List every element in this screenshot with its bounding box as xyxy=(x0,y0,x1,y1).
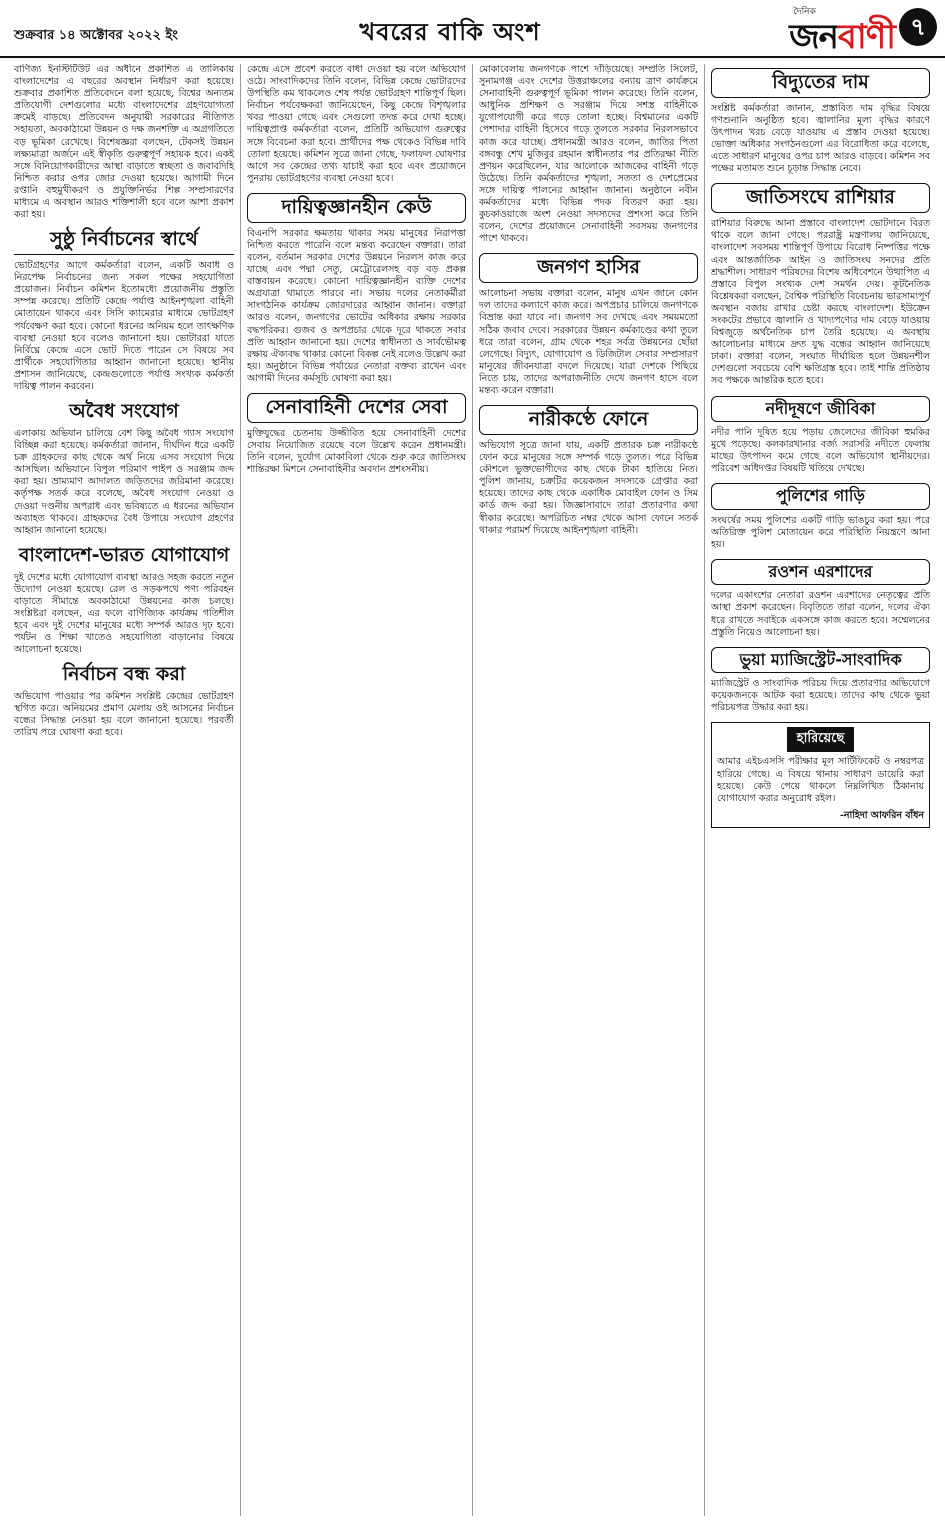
story-headline: বাংলাদেশ-ভারত যোগাযোগ xyxy=(18,543,230,566)
brand-daily-label: দৈনিক xyxy=(793,7,816,17)
masthead xyxy=(0,0,945,58)
story-illegal-connection xyxy=(14,401,234,537)
story-body: ম্যাজিস্ট্রেট ও সাংবাদিক পরিচয় দিয়ে প্রতারণার অভিযোগে কয়েকজনকে আটক করা হয়েছে। তাদের কাছ থেকে ভুয়া পরিচয়পত্র উদ্ধার করা হয়। xyxy=(711,678,930,714)
lost-notice-title: হারিয়েছে xyxy=(787,727,854,752)
story-public-laugh xyxy=(479,253,698,397)
story-army-service xyxy=(247,393,466,476)
story-irresponsible xyxy=(247,193,466,385)
lost-notice xyxy=(711,722,930,827)
story-body: দুই দেশের মধ্যে যোগাযোগ ব্যবস্থা আরও সহজ করতে নতুন উদ্যোগ নেওয়া হয়েছে। রেল ও সড়কপথে পণ্য পরিবহন বাড়াতে সীমান্তে অবকাঠামো উন্নয়নের কাজ চলছে। সংশ্লিষ্টরা বলছেন, এর ফলে বাণিজ্যিক কার্যক্রম গতিশীল হবে এবং দুই দেশের মানুষের মধ্যে সম্পর্ক আরও দৃঢ় হবে। পর্যটন ও শিক্ষা খাতেও সহযোগিতা বাড়ানোর বিষয়ে আলোচনা হয়েছে। xyxy=(14,571,234,656)
story-body: অভিযোগ সূত্রে জানা যায়, একটি প্রতারক চক্র নারীকণ্ঠে ফোন করে মানুষের সঙ্গে সম্পর্ক গড়ে তুলত। পরে বিভিন্ন কৌশলে ভুক্তভোগীদের কাছ থেকে টাকা হাতিয়ে নিত। পুলিশ জানায়, চক্রটির কয়েকজন সদস্যকে গ্রেপ্তার করা হয়েছে। তাদের কাছ থেকে একাধিক মোবাইল ফোন ও সিম কার্ড জব্দ করা হয়। জিজ্ঞাসাবাদে তারা প্রতারণার কথা স্বীকার করেছে। অপরিচিত নম্বর থেকে আসা ফোনে সতর্ক থাকার পরামর্শ দিয়েছে আইনশৃঙ্খলা বাহিনী। xyxy=(479,439,698,536)
story-body: ভোটগ্রহণের আগে কর্মকর্তারা বলেন, একটি অবাধ ও নিরপেক্ষ নির্বাচনের জন্য সকল পক্ষের সহযোগিতা প্রয়োজন। নির্বাচন কমিশন ইতোমধ্যে প্রয়োজনীয় প্রস্তুতি সম্পন্ন করেছে। প্রতিটি কেন্দ্রে পর্যাপ্ত আইনশৃঙ্খলা বাহিনী মোতায়েন থাকবে এবং সিসি ক্যামেরার মাধ্যমে ভোটগ্রহণ পর্যবেক্ষণ করা হবে। কোনো ধরনের অনিয়ম হলে তাৎক্ষণিক ব্যবস্থা নেওয়া হবে বলেও জানানো হয়। ভোটাররা যাতে নির্বিঘ্নে কেন্দ্রে এসে ভোট দিতে পারেন সে বিষয়ে সব প্রার্থীকে সহযোগিতার আহ্বান জানানো হয়েছে। স্থানীয় প্রশাসন জানিয়েছে, কেন্দ্রগুলোতে পর্যাপ্ত সংখ্যক কর্মকর্তা দায়িত্ব পালন করবেন। xyxy=(14,260,234,392)
story-body: এলাকায় অভিযান চালিয়ে বেশ কিছু অবৈধ গ্যাস সংযোগ বিচ্ছিন্ন করা হয়েছে। কর্মকর্তারা জানান, দীর্ঘদিন ধরে একটি চক্র গ্রাহকদের কাছ থেকে অর্থ নিয়ে এসব সংযোগ দিয়ে আসছিল। অভিযানে বিপুল পরিমাণ পাইপ ও সরঞ্জাম জব্দ করা হয়। ভ্রাম্যমাণ আদালত জড়িতদের জরিমানা করেছে। কর্তৃপক্ষ সতর্ক করে বলেছে, অবৈধ সংযোগ নেওয়া ও দেওয়া দণ্ডনীয় অপরাধ এবং ভবিষ্যতে এ ধরনের অভিযান অব্যাহত থাকবে। গ্রাহকদের বৈধ উপায়ে সংযোগ গ্রহণের আহ্বান জানানো হয়েছে। xyxy=(14,427,234,536)
story-headline: নির্বাচন বন্ধ করা xyxy=(62,663,186,686)
story-body: বিএনপি সরকার ক্ষমতায় থাকার সময় মানুষের নিরাপত্তা নিশ্চিত করতে পারেনি বলে মন্তব্য করেছেন বক্তারা। তারা বলেন, বর্তমান সরকার দেশের উন্নয়নে নিরলস কাজ করে যাচ্ছে এবং পদ্মা সেতু, মেট্রোরেলসহ বড় বড় প্রকল্প বাস্তবায়ন করেছে। কোনো দায়িত্বজ্ঞানহীন ব্যক্তি দেশের অগ্রযাত্রা থামাতে পারবে না। সভায় দলের নেতাকর্মীরা সাংগঠনিক কার্যক্রম জোরদারের আহ্বান জানান। বক্তারা আরও বলেন, জনগণের ভোটের অধিকার রক্ষায় সরকার বদ্ধপরিকর। গুজব ও অপপ্রচার থেকে দূরে থাকতে সবার প্রতি আহ্বান জানানো হয়। দেশের স্বাধীনতা ও সার্বভৌমত্ব রক্ষায় ঐক্যবদ্ধ থাকার কোনো বিকল্প নেই বলেও উল্লেখ করা হয়। অনুষ্ঠানে বিভিন্ন পর্যায়ের নেতারা বক্তব্য রাখেন এবং আগামী দিনের কর্মসূচি ঘোষণা করা হয়। xyxy=(247,227,466,384)
story-election-halt xyxy=(14,664,234,739)
brand-part1: জন xyxy=(789,17,838,57)
page-number-badge: ৭ xyxy=(899,8,937,46)
story-continuation xyxy=(14,64,234,221)
story-headline: দায়িত্বজ্ঞানহীন কেউ xyxy=(247,193,466,223)
article-columns xyxy=(8,64,937,1516)
story-body: দলের একাংশের নেতারা রওশন এরশাদের নেতৃত্বের প্রতি আস্থা প্রকাশ করেছেন। বিবৃতিতে তারা বলেন, দলের ঐক্য ধরে রাখতে সবাইকে একসঙ্গে কাজ করতে হবে। সম্মেলনের প্রস্তুতি নিয়েও আলোচনা হয়। xyxy=(711,590,930,638)
brand-part2: বাণী xyxy=(837,17,895,57)
story-body: রাশিয়ার বিরুদ্ধে আনা প্রস্তাবে বাংলাদেশ ভোটদানে বিরত থাকে বলে জানা গেছে। পররাষ্ট্র মন্ত্রণালয় জানিয়েছে, বাংলাদেশ সবসময় শান্তিপূর্ণ উপায়ে বিরোধ নিষ্পত্তির পক্ষে এবং আন্তর্জাতিক আইন ও জাতিসংঘ সনদের প্রতি শ্রদ্ধাশীল। সাধারণ পরিষদের বিশেষ অধিবেশনে উত্থাপিত এ প্রস্তাবে বিপুল সংখ্যক দেশ সমর্থন দেয়। কূটনৈতিক বিশ্লেষকরা বলছেন, বৈশ্বিক পরিস্থিতি বিবেচনায় ভারসাম্যপূর্ণ অবস্থান বজায় রাখার চেষ্টা করছে বাংলাদেশ। ইউক্রেন সংকটের প্রভাবে জ্বালানি ও খাদ্যপণ্যের দাম বেড়ে যাওয়ায় বিশ্বজুড়ে অর্থনৈতিক চাপ তৈরি হয়েছে। এ অবস্থায় আলোচনার মাধ্যমে দ্রুত যুদ্ধ বন্ধের আহ্বান জানিয়েছে ঢাকা। বক্তারা বলেন, সংঘাত দীর্ঘায়িত হলে উন্নয়নশীল দেশগুলো সবচেয়ে বেশি ক্ষতিগ্রস্ত হবে। তাই শান্তি প্রতিষ্ঠায় সব পক্ষকে আন্তরিক হতে হবে। xyxy=(711,218,930,387)
lost-notice-body: আমার এইচএসসি পরীক্ষার মূল সার্টিফিকেট ও নম্বরপত্র হারিয়ে গেছে। এ বিষয়ে থানায় সাধারণ ডায়েরি করা হয়েছে। কেউ পেয়ে থাকলে নিম্নলিখিত ঠিকানায় যোগাযোগ করার অনুরোধ রইল। xyxy=(717,756,924,804)
story-body: কেন্দ্রে এসে প্রবেশ করতে বাধা দেওয়া হয় বলে অভিযোগ ওঠে। সাংবাদিকদের তিনি বলেন, বিভিন্ন কেন্দ্রে ভোটারদের উপস্থিতি কম থাকলেও শেষ পর্যন্ত ভোটগ্রহণ শান্তিপূর্ণ ছিল। নির্বাচন পর্যবেক্ষকরা জানিয়েছেন, কিছু কেন্দ্রে বিশৃঙ্খলার খবর পাওয়া গেছে এবং সেগুলো তদন্ত করে দেখা হচ্ছে। দায়িত্বপ্রাপ্ত কর্মকর্তারা বলেন, প্রতিটি অভিযোগ গুরুত্বের সঙ্গে বিবেচনা করা হবে। প্রার্থীদের পক্ষ থেকেও বিভিন্ন দাবি তোলা হয়েছে। কমিশন সূত্রে জানা গেছে, ফলাফল ঘোষণার আগে সব কেন্দ্রের তথ্য যাচাই করা হবে এবং প্রয়োজনে পুনরায় ভোটগ্রহণের ব্যবস্থা নেওয়া হবে। xyxy=(247,64,466,184)
story-headline: অবৈধ সংযোগ xyxy=(69,400,179,423)
story-police-car xyxy=(711,483,930,551)
story-headline: জাতিসংঘে রাশিয়ার xyxy=(711,183,930,213)
story-headline: বিদ্যুতের দাম xyxy=(711,68,930,98)
story-body: সংঘর্ষের সময় পুলিশের একটি গাড়ি ভাঙচুর করা হয়। পরে অতিরিক্ত পুলিশ মোতায়েন করে পরিস্থিতি নিয়ন্ত্রণে আনা হয়। xyxy=(711,514,930,550)
story-election xyxy=(14,229,234,393)
section-title: খবরের বাকি অংশ xyxy=(359,18,541,46)
story-continuation xyxy=(247,64,466,185)
column-3 xyxy=(472,64,704,1516)
story-body: মোকাবেলায় জনগণকে পাশে দাঁড়িয়েছে। সম্প্রতি সিলেট, সুনামগঞ্জ এবং দেশের উত্তরাঞ্চলের বন্যায় ত্রাণ কার্যক্রমে সেনাবাহিনী গুরুত্বপূর্ণ ভূমিকা পালন করেছে। তিনি বলেন, আধুনিক প্রশিক্ষণ ও সরঞ্জাম দিয়ে সশস্ত্র বাহিনীকে যুগোপযোগী করে গড়ে তোলা হচ্ছে। বিশ্বমানের একটি পেশাদার বাহিনী হিসেবে গড়ে তুলতে সরকার নিরলসভাবে কাজ করে যাচ্ছে। প্রধানমন্ত্রী আরও বলেন, জাতির পিতা বঙ্গবন্ধু শেখ মুজিবুর রহমান স্বাধীনতার পর প্রতিরক্ষা নীতি প্রণয়ন করেছিলেন, যার আলোকে আজকের বাহিনী গড়ে উঠেছে। তিনি কর্মকর্তাদের শৃঙ্খলা, সততা ও দেশপ্রেমের সঙ্গে দায়িত্ব পালনের আহ্বান জানান। অনুষ্ঠানে নবীন কর্মকর্তাদের মধ্যে বিভিন্ন পদক বিতরণ করা হয়। কুচকাওয়াজে অংশ নেওয়া সদস্যদের প্রশংসা করে তিনি বলেন, দেশের প্রয়োজনে সেনাবাহিনী সবসময় জনগণের পাশে থাকবে। xyxy=(479,64,698,245)
story-bd-india xyxy=(14,545,234,657)
story-continuation xyxy=(479,64,698,245)
story-body: আলোচনা সভায় বক্তারা বলেন, মানুষ এখন জানে কোন দল তাদের কল্যাণে কাজ করে। অপপ্রচার চালিয়ে জনগণকে বিভ্রান্ত করা যাবে না। জনগণ সব দেখছে এবং সময়মতো সঠিক জবাব দেবে। সরকারের উন্নয়ন কর্মকাণ্ডের কথা তুলে ধরে তারা বলেন, গ্রাম থেকে শহর সর্বত্র উন্নয়নের ছোঁয়া লেগেছে। বিদ্যুৎ, যোগাযোগ ও ডিজিটাল সেবার সম্প্রসারণ মানুষের জীবনযাত্রা বদলে দিয়েছে। যারা দেশকে পিছিয়ে নিতে চায়, তাদের অপরাজনীতি দেখে জনগণ হাসে বলে মন্তব্য করেন বক্তারা। xyxy=(479,288,698,396)
story-body: অভিযোগ পাওয়ার পর কমিশন সংশ্লিষ্ট কেন্দ্রের ভোটগ্রহণ স্থগিত করে। অনিয়মের প্রমাণ মেলায় ওই আসনের নির্বাচন বন্ধের সিদ্ধান্ত নেওয়া হয় বলে জানানো হয়েছে। পরবর্তী তারিখ পরে ঘোষণা করা হবে। xyxy=(14,691,234,739)
issue-date: শুক্রবার ১৪ অক্টোবর ২০২২ ইং xyxy=(14,28,178,43)
story-headline: পুলিশের গাড়ি xyxy=(711,483,930,509)
story-headline: রওশন এরশাদের xyxy=(711,559,930,585)
column-4 xyxy=(704,64,936,1516)
lost-notice-signature: -নাহিদা আফরিন বাঁধন xyxy=(840,809,924,821)
story-female-voice-phone xyxy=(479,405,698,537)
story-headline: জনগণ হাসির xyxy=(479,253,698,283)
story-fake-magistrate xyxy=(711,647,930,715)
story-headline: সেনাবাহিনী দেশের সেবা xyxy=(247,393,466,423)
story-body: বাণিজ্য ইনস্টিটিউট এর অধীনে প্রকাশিত এ তালিকায় বাংলাদেশের এ বছরের অবস্থান নির্ধারণ করা হয়েছে। শুক্রবার প্রকাশিত প্রতিবেদনে বলা হয়েছে, বিশ্বের অন্যতম প্রতিযোগী দেশগুলোর মধ্যে বাংলাদেশের গ্রহণযোগ্যতা ক্রমেই বাড়ছে। প্রতিবেদন অনুযায়ী সরকারের নীতিগত সহায়তা, অবকাঠামো উন্নয়ন ও দক্ষ জনশক্তি এ অগ্রগতিতে বড় ভূমিকা রেখেছে। বিশেষজ্ঞরা বলছেন, টেকসই উন্নয়ন লক্ষ্যমাত্রা অর্জনে এই স্বীকৃতি গুরুত্বপূর্ণ সহায়ক হবে। একই সঙ্গে বিনিয়োগকারীদের আস্থা বাড়াতে স্বচ্ছতা ও জবাবদিহি নিশ্চিত করার ওপর জোর দেওয়া হয়েছে। আগামী দিনে রপ্তানি বহুমুখীকরণ ও প্রযুক্তিনির্ভর শিল্প সম্প্রসারণের মাধ্যমে এ অবস্থান আরও শক্তিশালী হবে বলে আশা প্রকাশ করা হয়। xyxy=(14,64,234,221)
story-headline: নারীকণ্ঠে ফোনে xyxy=(479,405,698,435)
story-un-russia xyxy=(711,183,930,387)
story-electricity-price xyxy=(711,68,930,175)
story-body: নদীর পানি দূষিত হয়ে পড়ায় জেলেদের জীবিকা হুমকির মুখে পড়েছে। কলকারখানার বর্জ্য সরাসরি নদীতে ফেলায় মাছের উৎপাদন কমে গেছে বলে অভিযোগ স্থানীয়দের। পরিবেশ অধিদপ্তর বিষয়টি খতিয়ে দেখছে। xyxy=(711,426,930,475)
story-body: সংশ্লিষ্ট কর্মকর্তারা জানান, প্রস্তাবিত দাম বৃদ্ধির বিষয়ে গণশুনানি অনুষ্ঠিত হবে। জ্বালানির মূল্য বৃদ্ধির কারণে উৎপাদন খরচ বেড়ে যাওয়ায় এ প্রস্তাব দেওয়া হয়েছে। ভোক্তা অধিকার সংগঠনগুলো এর বিরোধিতা করে বলেছে, এতে সাধারণ মানুষের ওপর চাপ আরও বাড়বে। কমিশন সব পক্ষের মতামত শুনে চূড়ান্ত সিদ্ধান্ত নেবে। xyxy=(711,102,930,175)
story-headline: সুষ্ঠু নির্বাচনের স্বার্থে xyxy=(14,229,234,255)
column-1 xyxy=(8,64,240,1516)
story-body: মুক্তিযুদ্ধের চেতনায় উজ্জীবিত হয়ে সেনাবাহিনী দেশের সেবায় নিয়োজিত রয়েছে বলে উল্লেখ করেন প্রধানমন্ত্রী। তিনি বলেন, দুর্যোগ মোকাবিলা থেকে শুরু করে জাতিসংঘ শান্তিরক্ষা মিশনে সেনাবাহিনীর অবদান প্রশংসনীয়। xyxy=(247,427,466,476)
story-headline: ভুয়া ম্যাজিস্ট্রেট-সাংবাদিক xyxy=(711,647,930,673)
story-river-pollution xyxy=(711,396,930,476)
column-2 xyxy=(240,64,472,1516)
story-rowshan-ershad xyxy=(711,559,930,639)
story-headline: নদীদূষণে জীবিকা xyxy=(711,396,930,422)
newspaper-logo xyxy=(789,4,895,55)
